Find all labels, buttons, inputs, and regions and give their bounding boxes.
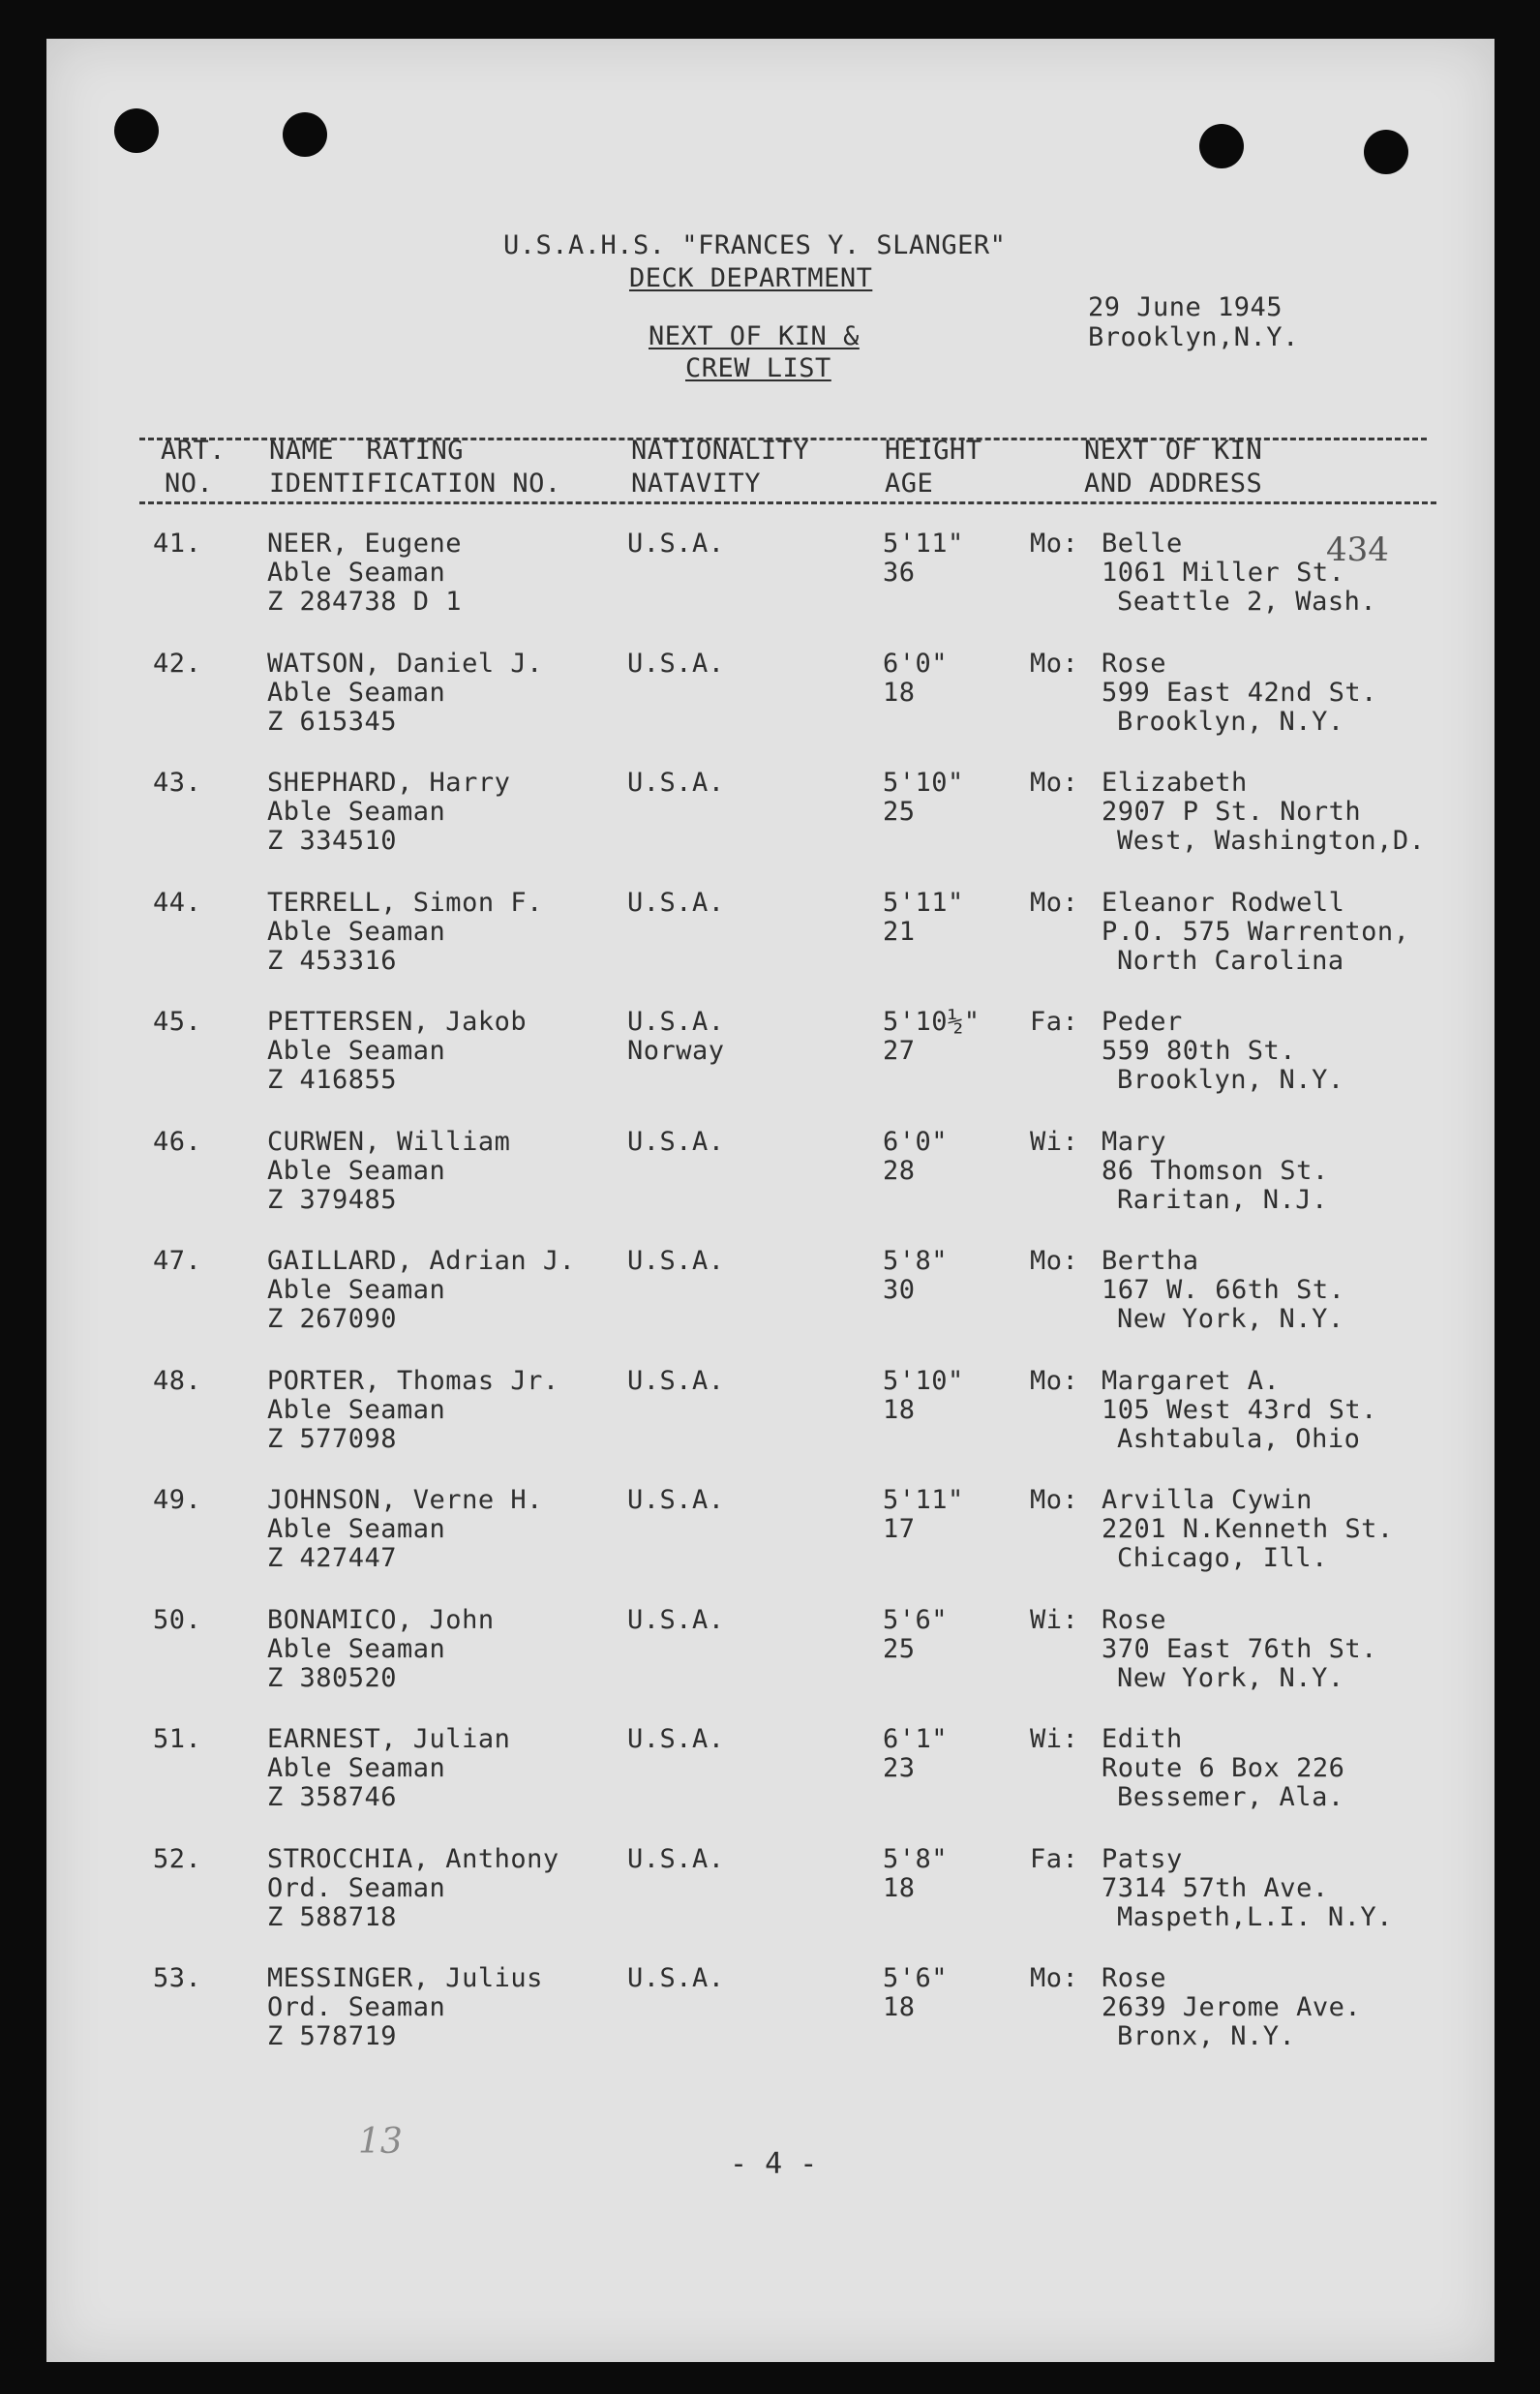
handwritten-count: 13	[358, 2122, 403, 2162]
nationality: U.S.A.	[627, 1365, 725, 1396]
crew-rating: Able Seaman	[267, 1155, 446, 1186]
kin-relationship: Mo:	[1030, 887, 1079, 918]
crew-name: WATSON, Daniel J.	[267, 648, 543, 679]
crew-row	[46, 1127, 1495, 1233]
document-place: Brooklyn,N.Y.	[1088, 322, 1299, 352]
kin-name: Edith	[1102, 1724, 1183, 1754]
column-header-age: AGE	[885, 469, 934, 499]
column-header-identification: IDENTIFICATION NO.	[269, 469, 561, 499]
art-number: 50.	[153, 1604, 202, 1635]
crew-name: MESSINGER, Julius	[267, 1963, 543, 1993]
kin-address-line1: 2639 Jerome Ave.	[1102, 1992, 1362, 2022]
kin-address-line2: Seattle 2, Wash.	[1117, 587, 1377, 617]
age: 21	[883, 916, 916, 947]
nationality: U.S.A.	[627, 1485, 725, 1515]
height: 5'11"	[883, 887, 964, 918]
height: 5'10"	[883, 1365, 964, 1396]
crew-name: EARNEST, Julian	[267, 1724, 511, 1754]
crew-row	[46, 1963, 1495, 2070]
crew-name: JOHNSON, Verne H.	[267, 1485, 543, 1515]
nationality: U.S.A.	[627, 1963, 725, 1993]
age: 17	[883, 1514, 916, 1544]
age: 36	[883, 558, 916, 588]
crew-name: PORTER, Thomas Jr.	[267, 1365, 559, 1396]
crew-identification: Z 267090	[267, 1304, 398, 1334]
art-number: 45.	[153, 1007, 202, 1037]
kin-relationship: Mo:	[1030, 1963, 1079, 1993]
crew-name: TERRELL, Simon F.	[267, 887, 543, 918]
crew-identification: Z 334510	[267, 826, 398, 856]
height: 5'6"	[883, 1963, 949, 1993]
crew-name: STROCCHIA, Anthony	[267, 1843, 559, 1874]
crew-row	[46, 1246, 1495, 1352]
kin-name: Arvilla Cywin	[1102, 1485, 1313, 1515]
crew-identification: Z 379485	[267, 1184, 398, 1215]
crew-identification: Z 588718	[267, 1901, 398, 1932]
kin-relationship: Wi:	[1030, 1126, 1079, 1157]
nationality: U.S.A.	[627, 1843, 725, 1874]
crew-row	[46, 768, 1495, 874]
art-number: 53.	[153, 1963, 202, 1993]
art-number: 51.	[153, 1724, 202, 1754]
column-header-natavity: NATAVITY	[631, 469, 762, 499]
crew-rating: Able Seaman	[267, 916, 446, 947]
page-number: - 4 -	[730, 2147, 818, 2181]
art-number: 42.	[153, 648, 202, 679]
kin-address-line2: New York, N.Y.	[1117, 1662, 1344, 1693]
document-date: 29 June 1945	[1088, 292, 1283, 322]
crew-identification: Z 358746	[267, 1782, 398, 1812]
crew-identification: Z 577098	[267, 1423, 398, 1454]
crew-row	[46, 1485, 1495, 1591]
kin-address-line2: Raritan, N.J.	[1117, 1184, 1328, 1215]
department-heading: DECK DEPARTMENT	[629, 263, 873, 293]
kin-relationship: Mo:	[1030, 529, 1079, 559]
crew-rating: Able Seaman	[267, 558, 446, 588]
kin-name: Patsy	[1102, 1843, 1183, 1874]
kin-address-line2: West, Washington,D.	[1117, 826, 1426, 856]
nationality: U.S.A.	[627, 768, 725, 798]
kin-name: Elizabeth	[1102, 768, 1248, 798]
age: 18	[883, 1394, 916, 1425]
height: 5'11"	[883, 529, 964, 559]
nationality: U.S.A.	[627, 1724, 725, 1754]
nationality: U.S.A.	[627, 529, 725, 559]
kin-address-line1: 7314 57th Ave.	[1102, 1872, 1329, 1903]
kin-address-line2: Brooklyn, N.Y.	[1117, 706, 1344, 737]
crew-identification: Z 380520	[267, 1662, 398, 1693]
age: 23	[883, 1753, 916, 1783]
column-header-art: ART.	[161, 436, 226, 466]
kin-address-line2: Bessemer, Ala.	[1117, 1782, 1344, 1812]
crew-row	[46, 888, 1495, 994]
kin-address-line2: North Carolina	[1117, 945, 1344, 976]
height: 5'11"	[883, 1485, 964, 1515]
crew-name: CURWEN, William	[267, 1126, 511, 1157]
art-number: 47.	[153, 1246, 202, 1276]
height: 5'8"	[883, 1843, 949, 1874]
kin-address-line1: 2907 P St. North	[1102, 797, 1362, 827]
crew-row	[46, 649, 1495, 755]
kin-relationship: Mo:	[1030, 1485, 1079, 1515]
crew-name: GAILLARD, Adrian J.	[267, 1246, 576, 1276]
height: 5'8"	[883, 1246, 949, 1276]
kin-name: Peder	[1102, 1007, 1183, 1037]
kin-address-line2: Ashtabula, Ohio	[1117, 1423, 1361, 1454]
column-header-name-rating: NAME RATING	[269, 436, 465, 466]
kin-name: Belle	[1102, 529, 1183, 559]
list-subtitle-line1: NEXT OF KIN &	[649, 321, 860, 351]
nationality: U.S.A.	[627, 648, 725, 679]
crew-rating: Able Seaman	[267, 797, 446, 827]
age: 18	[883, 1872, 916, 1903]
kin-relationship: Fa:	[1030, 1843, 1079, 1874]
header-rule-top	[139, 438, 1427, 440]
crew-name: NEER, Eugene	[267, 529, 463, 559]
kin-relationship: Wi:	[1030, 1724, 1079, 1754]
kin-address-line1: P.O. 575 Warrenton,	[1102, 916, 1410, 947]
column-header-address: AND ADDRESS	[1084, 469, 1263, 499]
crew-identification: Z 578719	[267, 2021, 398, 2051]
nationality: U.S.A.	[627, 1007, 725, 1037]
art-number: 46.	[153, 1126, 202, 1157]
kin-address-line2: Brooklyn, N.Y.	[1117, 1065, 1344, 1095]
kin-relationship: Fa:	[1030, 1007, 1079, 1037]
height: 6'0"	[883, 648, 949, 679]
kin-relationship: Mo:	[1030, 648, 1079, 679]
age: 18	[883, 1992, 916, 2022]
art-number: 44.	[153, 887, 202, 918]
height: 5'6"	[883, 1604, 949, 1635]
height: 5'10½"	[883, 1007, 981, 1037]
crew-rating: Able Seaman	[267, 1394, 446, 1425]
crew-identification: Z 427447	[267, 1543, 398, 1573]
kin-name: Eleanor Rodwell	[1102, 887, 1345, 918]
height: 6'1"	[883, 1724, 949, 1754]
kin-address-line2: Bronx, N.Y.	[1117, 2021, 1296, 2051]
nationality: U.S.A.	[627, 1246, 725, 1276]
crew-row	[46, 1724, 1495, 1831]
kin-name: Mary	[1102, 1126, 1167, 1157]
kin-relationship: Mo:	[1030, 1246, 1079, 1276]
age: 25	[883, 797, 916, 827]
crew-rating: Ord. Seaman	[267, 1992, 446, 2022]
age: 28	[883, 1155, 916, 1186]
crew-row	[46, 1366, 1495, 1472]
crew-identification: Z 615345	[267, 706, 398, 737]
art-number: 41.	[153, 529, 202, 559]
kin-name: Rose	[1102, 648, 1167, 679]
crew-rating: Ord. Seaman	[267, 1872, 446, 1903]
age: 25	[883, 1633, 916, 1664]
crew-identification: Z 416855	[267, 1065, 398, 1095]
art-number: 52.	[153, 1843, 202, 1874]
crew-name: PETTERSEN, Jakob	[267, 1007, 528, 1037]
kin-address-line2: New York, N.Y.	[1117, 1304, 1344, 1334]
nationality: U.S.A.	[627, 1604, 725, 1635]
column-header-no: NO.	[165, 469, 214, 499]
punch-hole	[114, 108, 159, 153]
kin-address-line2: Maspeth,L.I. N.Y.	[1117, 1901, 1393, 1932]
crew-row	[46, 529, 1495, 635]
art-number: 43.	[153, 768, 202, 798]
kin-address-line1: 105 West 43rd St.	[1102, 1394, 1377, 1425]
crew-rating: Able Seaman	[267, 677, 446, 708]
natavity: Norway	[627, 1036, 725, 1066]
kin-address-line1: 599 East 42nd St.	[1102, 677, 1377, 708]
kin-name: Margaret A.	[1102, 1365, 1281, 1396]
age: 27	[883, 1036, 916, 1066]
kin-address-line1: 370 East 76th St.	[1102, 1633, 1377, 1664]
height: 6'0"	[883, 1126, 949, 1157]
age: 30	[883, 1275, 916, 1305]
kin-address-line1: 559 80th St.	[1102, 1036, 1297, 1066]
header-rule-bottom	[139, 501, 1436, 504]
art-number: 48.	[153, 1365, 202, 1396]
crew-identification: Z 284738 D 1	[267, 587, 463, 617]
document-page	[46, 39, 1495, 2362]
column-header-nationality: NATIONALITY	[631, 436, 810, 466]
crew-row	[46, 1007, 1495, 1113]
kin-name: Bertha	[1102, 1246, 1199, 1276]
crew-rating: Able Seaman	[267, 1514, 446, 1544]
age: 18	[883, 677, 916, 708]
punch-hole	[1364, 130, 1408, 174]
punch-hole	[1199, 124, 1244, 168]
stamp-number: 434	[1326, 530, 1389, 569]
kin-address-line1: 1061 Miller St.	[1102, 558, 1345, 588]
kin-address-line1: Route 6 Box 226	[1102, 1753, 1345, 1783]
punch-hole	[283, 112, 327, 157]
document-title: U.S.A.H.S. "FRANCES Y. SLANGER"	[503, 230, 1007, 260]
kin-address-line2: Chicago, Ill.	[1117, 1543, 1328, 1573]
crew-rating: Able Seaman	[267, 1036, 446, 1066]
crew-rating: Able Seaman	[267, 1275, 446, 1305]
crew-row	[46, 1605, 1495, 1712]
crew-identification: Z 453316	[267, 945, 398, 976]
art-number: 49.	[153, 1485, 202, 1515]
kin-relationship: Mo:	[1030, 1365, 1079, 1396]
crew-rating: Able Seaman	[267, 1753, 446, 1783]
kin-address-line1: 86 Thomson St.	[1102, 1155, 1329, 1186]
kin-name: Rose	[1102, 1604, 1167, 1635]
column-header-next-of-kin: NEXT OF KIN	[1084, 436, 1263, 466]
kin-name: Rose	[1102, 1963, 1167, 1993]
kin-relationship: Wi:	[1030, 1604, 1079, 1635]
crew-name: BONAMICO, John	[267, 1604, 495, 1635]
height: 5'10"	[883, 768, 964, 798]
crew-name: SHEPHARD, Harry	[267, 768, 511, 798]
kin-address-line1: 2201 N.Kenneth St.	[1102, 1514, 1394, 1544]
nationality: U.S.A.	[627, 887, 725, 918]
nationality: U.S.A.	[627, 1126, 725, 1157]
list-subtitle-line2: CREW LIST	[685, 353, 831, 383]
kin-address-line1: 167 W. 66th St.	[1102, 1275, 1345, 1305]
kin-relationship: Mo:	[1030, 768, 1079, 798]
column-header-height: HEIGHT	[885, 436, 982, 466]
crew-row	[46, 1844, 1495, 1951]
crew-rating: Able Seaman	[267, 1633, 446, 1664]
